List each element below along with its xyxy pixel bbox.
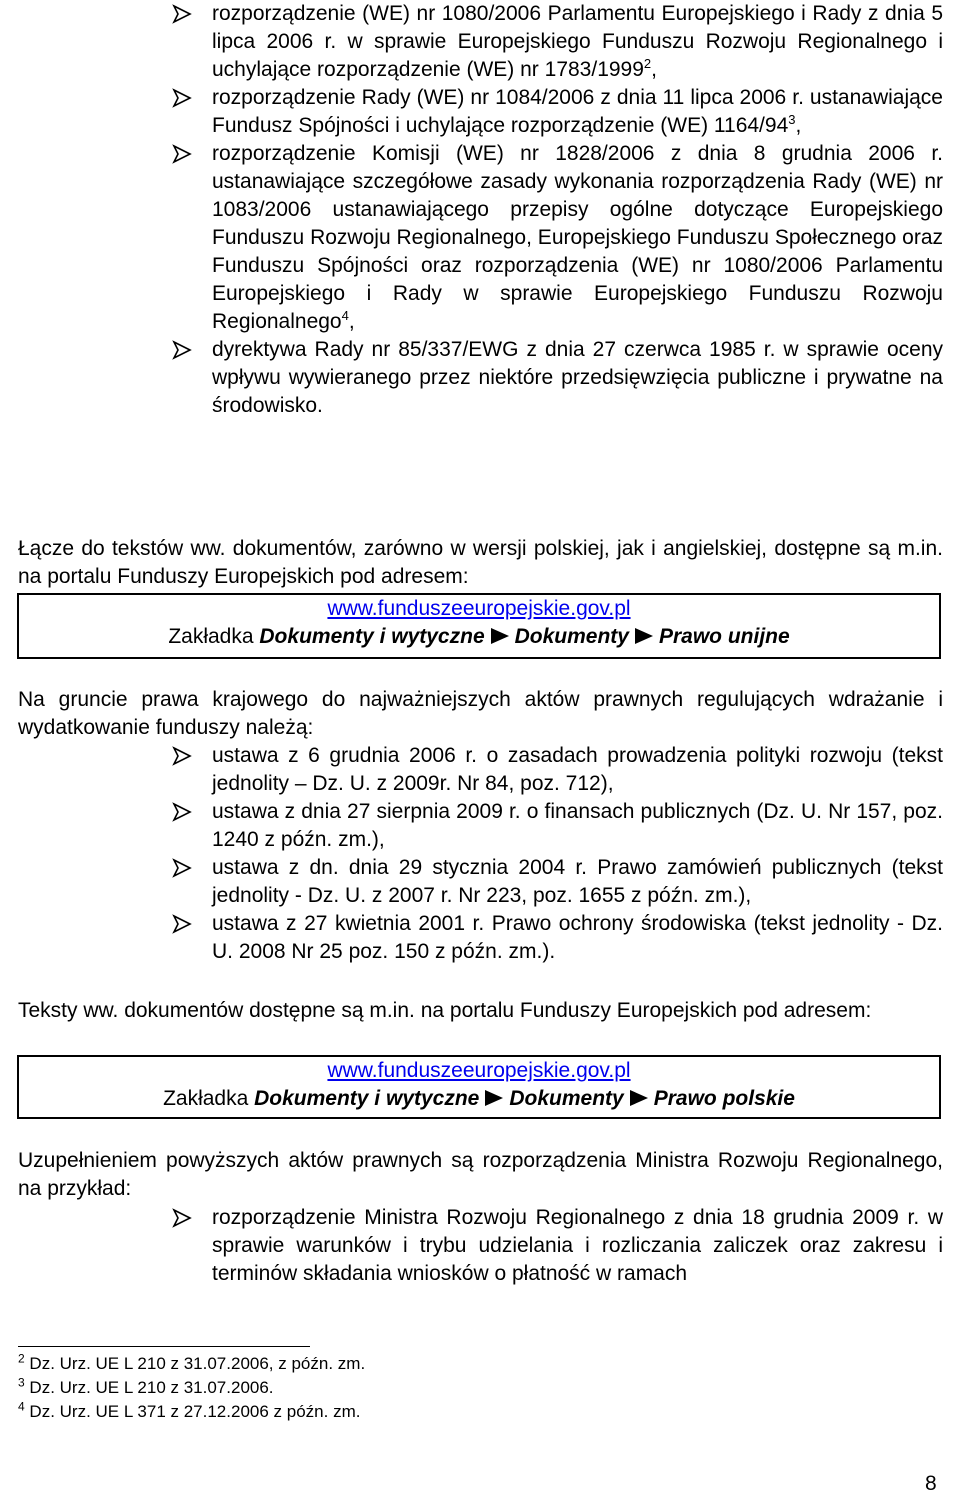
list-item: [0, 798, 960, 854]
path-step: Prawo polskie: [653, 1087, 795, 1110]
footnote-ref: 4: [341, 308, 349, 323]
path-prefix: Zakładka: [163, 1087, 249, 1110]
triangle-right-icon: [491, 628, 509, 644]
eu-documents-link-box: [17, 593, 941, 659]
path-step: Prawo unijne: [658, 625, 790, 648]
arrowhead-bullet-icon: [172, 1208, 192, 1228]
arrowhead-bullet-icon: [172, 4, 192, 24]
list-item-suffix: ,: [795, 114, 802, 137]
arrowhead-bullet-icon: [172, 340, 192, 360]
footnote-ref: 3: [788, 112, 796, 127]
arrowhead-bullet-icon: [172, 88, 192, 108]
footnote-number: 4: [18, 1399, 25, 1414]
list-item: [0, 0, 960, 84]
portal-link[interactable]: www.funduszeeuropejskie.gov.pl: [327, 597, 631, 620]
portal-link[interactable]: www.funduszeeuropejskie.gov.pl: [327, 1059, 631, 1082]
list-item-text: dyrektywa Rady nr 85/337/EWG z dnia 27 czerwca 1985 r. w sprawie oceny wpływu wywieranego przez niektóre przedsięwzięcia publiczne i prywatne na środowisko.: [212, 338, 943, 417]
arrowhead-bullet-icon: [172, 914, 192, 934]
arrowhead-bullet-icon: [172, 144, 192, 164]
list-item-suffix: ,: [651, 58, 657, 81]
page-number: 8: [925, 1472, 937, 1495]
path-step: Dokumenty i wytyczne: [254, 1087, 480, 1110]
list-item-text: rozporządzenie (WE) nr 1080/2006 Parlamentu Europejskiego i Rady z dnia 5 lipca 2006 r. w sprawie Europejskiego Funduszu Rozwoju Regionalnego i uchylające rozporządzenie (WE) nr 1783/1999: [212, 2, 943, 81]
footnote: [18, 1400, 365, 1424]
list-item: [0, 742, 960, 798]
national-links-paragraph: Teksty ww. dokumentów dostępne są m.in. na portalu Funduszy Europejskich pod adresem:: [18, 999, 872, 1022]
arrowhead-bullet-icon: [172, 858, 192, 878]
footnote: [18, 1352, 365, 1376]
list-item: [0, 84, 960, 140]
triangle-right-icon: [635, 628, 653, 644]
list-item-text: ustawa z 6 grudnia 2006 r. o zasadach prowadzenia polityki rozwoju (tekst jednolity – Dz. U. z 2009r. Nr 84, poz. 712),: [212, 744, 943, 795]
list-item-text: ustawa z dnia 27 sierpnia 2009 r. o finansach publicznych (Dz. U. Nr 157, poz. 1240 z późn. zm.),: [212, 800, 943, 851]
footnote-text: Dz. Urz. UE L 210 z 31.07.2006, z późn. zm.: [29, 1354, 366, 1373]
arrowhead-bullet-icon: [172, 746, 192, 766]
list-item: [0, 336, 960, 420]
list-item: [0, 854, 960, 910]
list-item: [0, 140, 960, 336]
eu-regulations-list: [0, 0, 960, 420]
triangle-right-icon: [485, 1090, 503, 1106]
footnote-ref: 2: [643, 56, 652, 71]
list-item-text: rozporządzenie Rady (WE) nr 1084/2006 z dnia 11 lipca 2006 r. ustanawiające Fundusz Spójności i uchylające rozporządzenie (WE) 1164/94: [212, 86, 943, 137]
list-item-text: ustawa z 27 kwietnia 2001 r. Prawo ochrony środowiska (tekst jednolity - Dz. U. 2008 Nr 25 poz. 150 z późn. zm.).: [212, 912, 943, 963]
footnote-text: Dz. Urz. UE L 371 z 27.12.2006 z późn. zm.: [29, 1402, 361, 1421]
path-step: Dokumenty: [514, 625, 629, 648]
national-acts-list: [0, 742, 960, 966]
path-step: Dokumenty: [509, 1087, 624, 1110]
footnote-text: Dz. Urz. UE L 210 z 31.07.2006.: [29, 1378, 274, 1397]
eu-links-paragraph: Łącze do tekstów ww. dokumentów, zarówno w wersji polskiej, jak i angielskiej, dostępne są m.in. na portalu Funduszy Europejskich pod adresem:: [18, 537, 943, 588]
list-item-text: rozporządzenie Komisji (WE) nr 1828/2006 z dnia 8 grudnia 2006 r. ustanawiające szczegółowe zasady wykonania rozporządzenia Rady (WE) nr 1083/2006 ustanawiającego przepisy ogólne dotyczące Europejskiego Funduszu Rozwoju Regionalnego, Europejskiego Funduszu Społecznego oraz Funduszu Spójności oraz rozporządzenia (WE) nr 1080/2006 Parlamentu Europejskiego i Rady w sprawie Europejskiego Funduszu Rozwoju Regionalnego: [212, 142, 943, 333]
footnote: [18, 1376, 365, 1400]
path-prefix: Zakładka: [168, 625, 254, 648]
list-item: [0, 1204, 960, 1288]
navigation-path: [19, 623, 939, 651]
navigation-path: [19, 1085, 939, 1113]
triangle-right-icon: [630, 1090, 648, 1106]
list-item-text: rozporządzenie Ministra Rozwoju Regionalnego z dnia 18 grudnia 2009 r. w sprawie warunków i trybu udzielania i rozliczania zaliczek oraz zakresu i terminów składania wniosków o płatność w ramach: [212, 1206, 943, 1285]
list-item-suffix: ,: [348, 310, 355, 333]
list-item: [0, 910, 960, 966]
ministerial-regulations-paragraph: Uzupełnieniem powyższych aktów prawnych są rozporządzenia Ministra Rozwoju Regionalnego, na przykład:: [18, 1149, 943, 1200]
footnote-separator: [18, 1346, 310, 1347]
footnotes: [18, 1352, 365, 1424]
path-step: Dokumenty i wytyczne: [259, 625, 485, 648]
footnote-number: 3: [18, 1375, 25, 1390]
ministerial-regulations-list: [0, 1204, 960, 1288]
footnote-number: 2: [18, 1351, 25, 1366]
arrowhead-bullet-icon: [172, 802, 192, 822]
list-item-text: ustawa z dn. dnia 29 stycznia 2004 r. Prawo zamówień publicznych (tekst jednolity - Dz. U. z 2007 r. Nr 223, poz. 1655 z późn. zm.),: [212, 856, 943, 907]
national-law-paragraph: Na gruncie prawa krajowego do najważniejszych aktów prawnych regulujących wdrażanie i wydatkowanie funduszy należą:: [18, 688, 943, 739]
national-documents-link-box: [17, 1055, 941, 1119]
